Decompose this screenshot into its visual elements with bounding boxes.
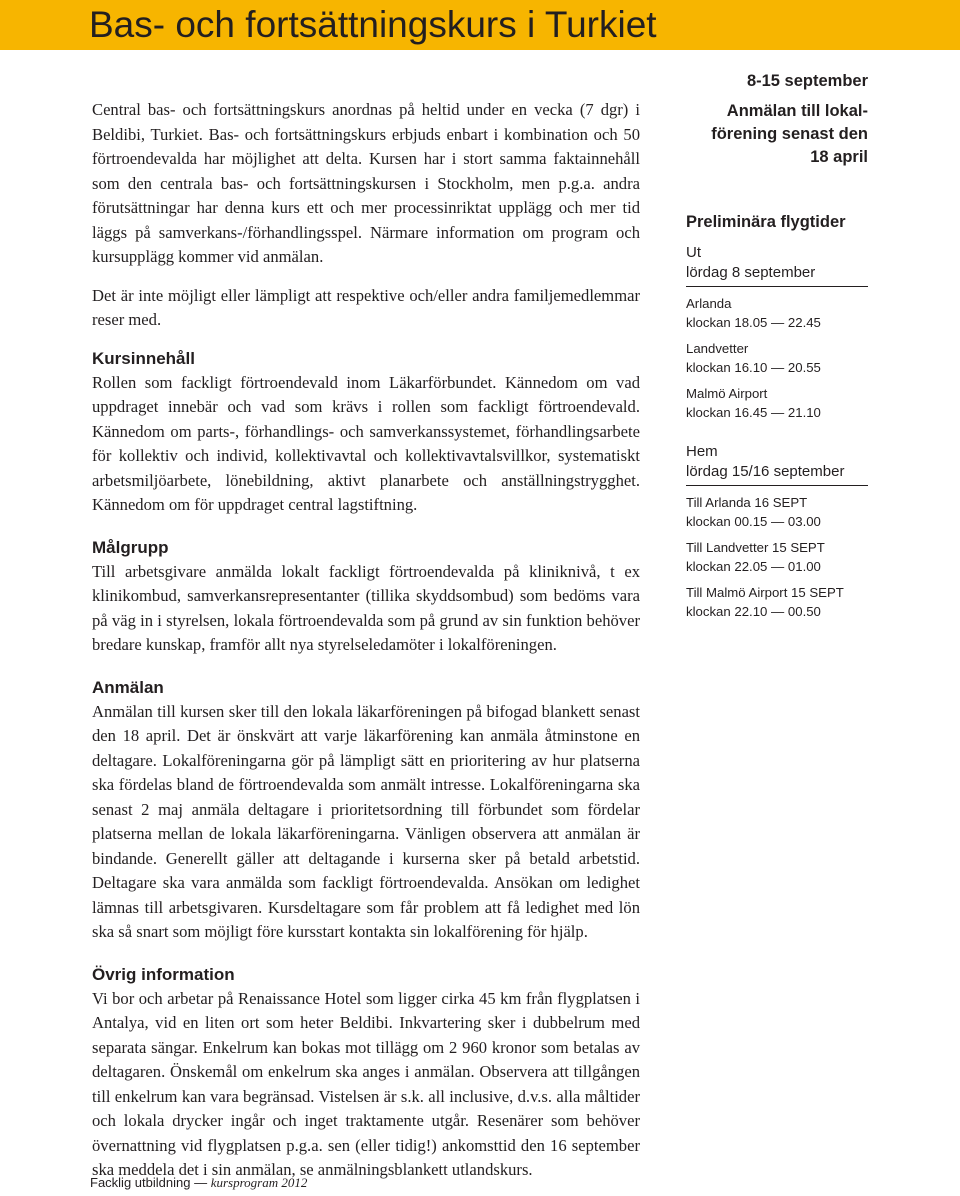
flight-place: Arlanda	[686, 296, 732, 311]
flight-time: klockan 18.05 — 22.45	[686, 315, 821, 330]
flight-place: Till Arlanda 16 SEPT	[686, 495, 808, 510]
main-column	[92, 98, 640, 1183]
flight-place: Till Landvetter 15 SEPT	[686, 540, 825, 555]
flight-time: klockan 22.10 — 00.50	[686, 604, 821, 619]
section-heading-kursinnehall: Kursinnehåll	[92, 348, 195, 368]
return-day: lördag 15/16 september	[686, 462, 868, 486]
section-heading-ovrig-information: Övrig information	[92, 964, 235, 984]
deadline-line-3: 18 april	[810, 148, 868, 166]
course-info	[686, 70, 868, 169]
outbound-label: Ut	[686, 244, 701, 261]
outbound-day: lördag 8 september	[686, 263, 868, 287]
section-heading-anmalan: Anmälan	[92, 677, 164, 697]
deadline-line-2: förening senast den	[711, 125, 868, 143]
section-text-ovrig-information: Vi bor och arbetar på Renaissance Hotel som ligger cirka 45 km från flygplatsen i Antalya, vid en liten ort som heter Beldibi. Inkvartering sker i dubbelrum med separata sängar. Enkelrum kan bokas mot tillägg om 2 960 kronor som betalas av deltagaren. Önskemål om enkelrum ska anges i anmälan. Observera att tillgången till enkelrum kan vara begränsad. Vistelsen är s.k. all inclusive, d.v.s. alla måltider och lokala drycker ingår och inget traktamente utgår. Resenärer som behöver övernattning vid flygplatsen p.g.a. sen (eller tidig!) ankomsttid den 16 september ska meddela det i sin anmälan, se anmälningsblankett utlandskurs.	[92, 988, 640, 1179]
flight-place: Malmö Airport	[686, 386, 768, 401]
footer-program: kursprogram 2012	[210, 1175, 308, 1190]
flight-time: klockan 16.45 — 21.10	[686, 405, 821, 420]
deadline-line-1: Anmälan till lokal-	[726, 102, 868, 120]
flights-title: Preliminära flygtider	[686, 213, 846, 231]
flight-stop	[686, 538, 868, 576]
section-heading-malgrupp: Målgrupp	[92, 537, 169, 557]
page-footer	[90, 1174, 307, 1192]
flight-time: klockan 22.05 — 01.00	[686, 559, 821, 574]
course-dates: 8-15 september	[746, 72, 868, 90]
flight-stop	[686, 294, 868, 332]
title-banner	[0, 0, 960, 50]
flight-time: klockan 16.10 — 20.55	[686, 360, 821, 375]
page-title: Bas- och fortsättningskurs i Turkiet	[89, 4, 657, 45]
flight-stop	[686, 339, 868, 377]
return-flights	[686, 442, 868, 621]
flight-stop	[686, 493, 868, 531]
sidebar	[686, 70, 868, 621]
return-label: Hem	[686, 443, 718, 460]
section-text-malgrupp: Till arbetsgivare anmälda lokalt fackligt förtroendevalda på kliniknivå, t ex klinikombud, samverkansrepresentanter (tillika skyddsombud) som bedöms vara på väg in i styrelsen, lokala förtroendevalda som på grund av sin funktion behöver bredare kunskap, framför allt nya styrelseledamöter i lokalföreningen.	[92, 561, 640, 654]
flight-place: Till Malmö Airport 15 SEPT	[686, 585, 844, 600]
section-text-kursinnehall: Rollen som fackligt förtroendevald inom Läkarförbundet. Kännedom om vad uppdraget innebär och vad som krävs i rollen som fackligt förtroendevald. Kännedom om parts-, förhandlings- och samverkanssystemet, förhandlingsarbete för kollektiv och individ, kollektivavtal och kollektivavtalsvillkor, systematiskt arbetsmiljöarbete, lönebildning, aktivt planarbete och anställningstrygghet. Kännedom om för uppdraget central lagstiftning.	[92, 372, 640, 514]
section-text-anmalan: Anmälan till kursen sker till den lokala läkarföreningen på bifogad blankett senast den 18 april. Det är önskvärt att varje läkarförening kan anmäla åtminstone en deltagare. Lokalföreningarna gör på lämpligt sätt en prioritering av hur platserna ska fördelas bland de förtroendevalda som anmält intresse. Lokalföreningarna ska senast 2 maj anmäla deltagare i prioritetsordning till förbundet som fördelar platserna mellan de lokala läkarföreningarna. Vänligen observera att anmälan är bindande. Generellt gäller att deltagande i kurserna sker på betald arbetstid. Deltagare ska vara anmälda som fackligt förtroendevalda. Ansökan om ledighet lämnas till arbetsgivaren. Kursdeltagare som får problem att få ledighet med lön ska så snart som möjligt före kursstart kontakta sin lokalförening för hjälp.	[92, 701, 640, 941]
flight-place: Landvetter	[686, 341, 749, 356]
flight-stop	[686, 583, 868, 621]
family-note: Det är inte möjligt eller lämpligt att respektive och/eller andra familjemedlemmar reser med.	[92, 285, 640, 329]
outbound-flights	[686, 243, 868, 422]
flight-stop	[686, 384, 868, 422]
footer-publication: Facklig utbildning	[90, 1175, 191, 1190]
footer-dash: —	[194, 1175, 208, 1190]
flight-time: klockan 00.15 — 03.00	[686, 514, 821, 529]
intro-paragraph: Central bas- och fortsättningskurs anordnas på heltid under en vecka (7 dgr) i Beldibi, Turkiet. Bas- och fortsättningskurs erbjuds enbart i kombination och 50 förtroendevalda har möjlighet att delta. Kursen har i stort samma faktainnehåll som den centrala bas- och fortsättningskursen i Stockholm, men p.g.a. andra förutsättningar har denna kurs ett och mer processinriktat upplägg och mer tid läggs på samverkans-/förhandlingsspel. Närmare information om program och kursupplägg kommer vid anmälan.	[92, 100, 640, 266]
